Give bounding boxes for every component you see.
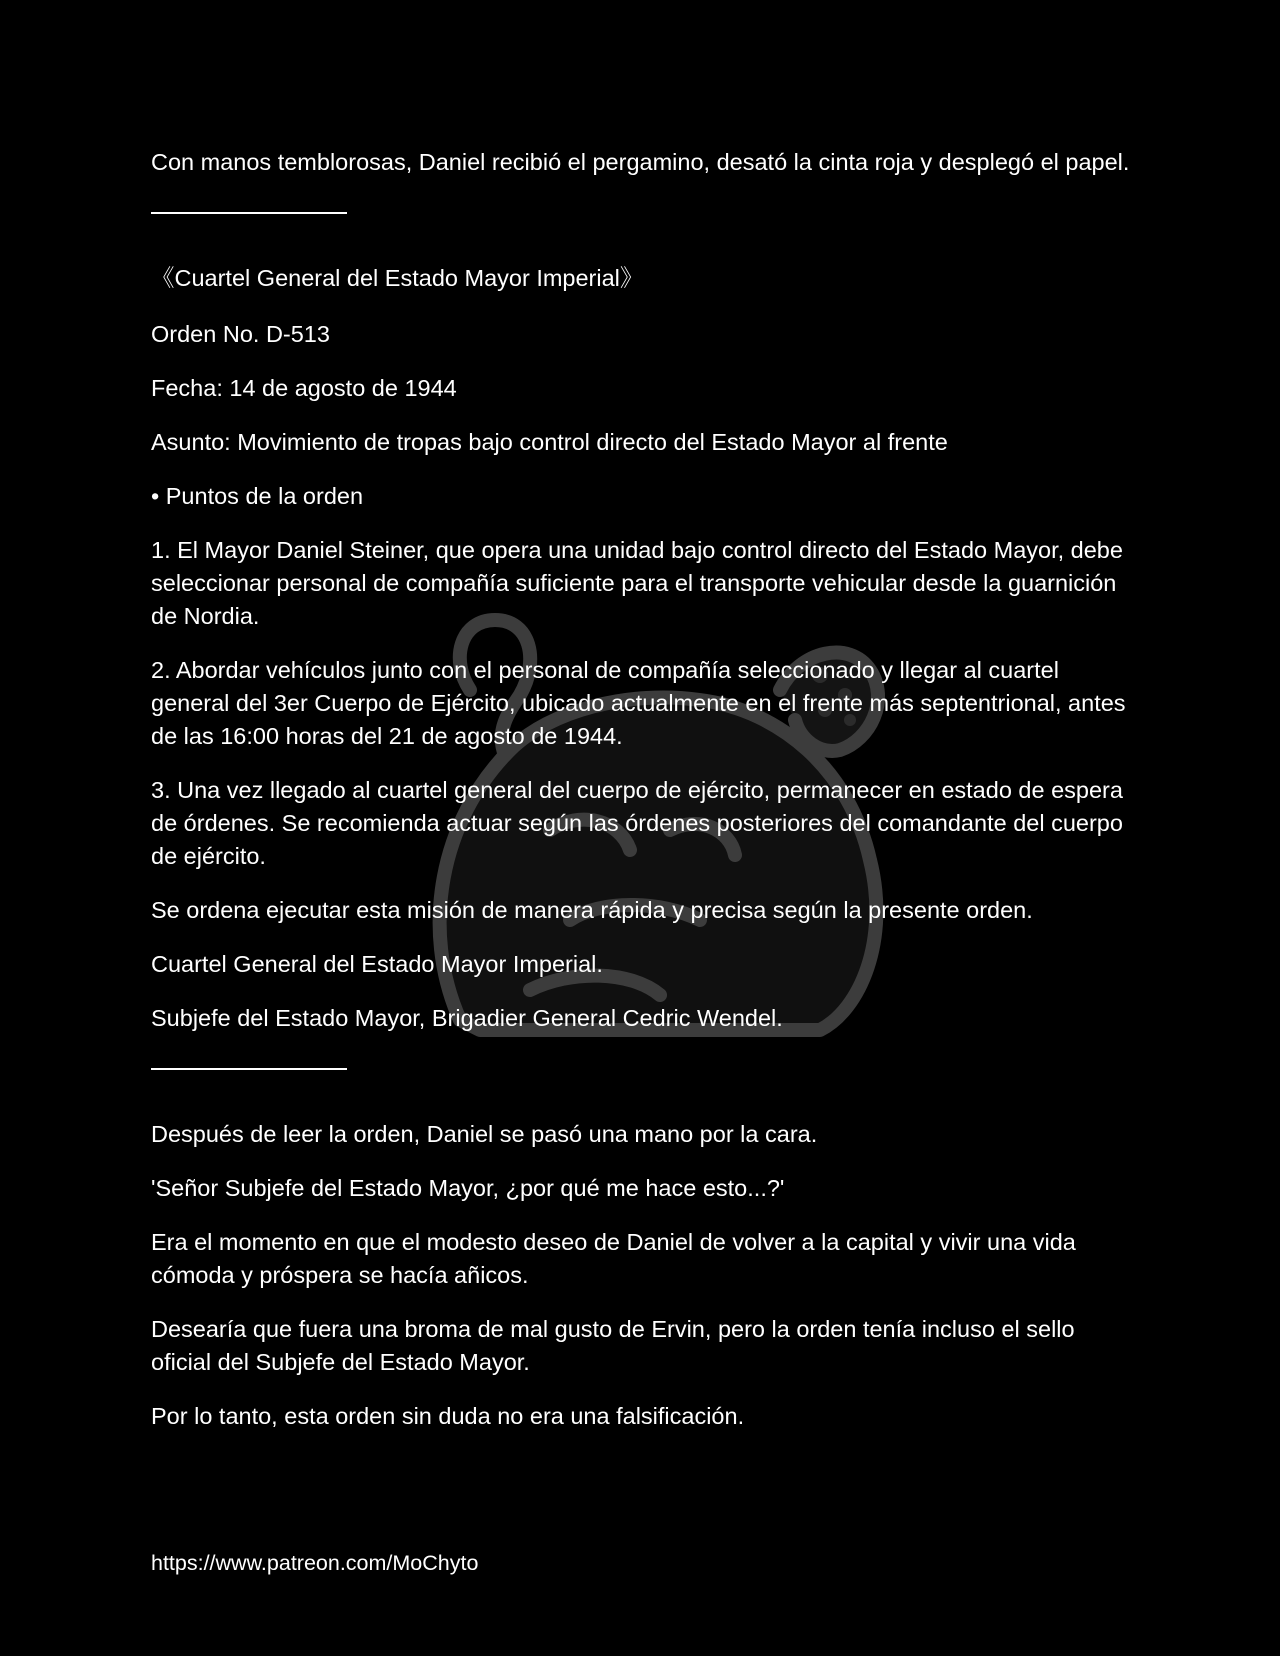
patreon-link[interactable]: https://www.patreon.com/MoChyto: [151, 1551, 479, 1575]
section-divider-top: [151, 212, 347, 214]
chapter-page: [151, 146, 1141, 1454]
order-point: 2. Abordar vehículos junto con el personal de compañía seleccionado y llegar al cuartel general del 3er Cuerpo de Ejército, ubicado actualmente en el frente más septentrional, antes de las 16:00 horas del 21 de agosto de 1944.: [151, 657, 1126, 749]
narrative-paragraph: 'Señor Subjefe del Estado Mayor, ¿por qué me hace esto...?': [151, 1175, 785, 1201]
narrative-paragraph: Por lo tanto, esta orden sin duda no era una falsificación.: [151, 1403, 745, 1429]
order-number: Orden No. D-513: [151, 321, 330, 347]
section-divider-bottom: [151, 1068, 347, 1070]
order-date: Fecha: 14 de agosto de 1944: [151, 375, 457, 401]
order-document: [151, 262, 1141, 1035]
order-header: 《Cuartel General del Estado Mayor Imperial》: [151, 265, 644, 291]
order-directive: Se ordena ejecutar esta misión de manera rápida y precisa según la presente orden.: [151, 897, 1033, 923]
narrative-paragraph: Desearía que fuera una broma de mal gusto de Ervin, pero la orden tenía incluso el sello oficial del Subjefe del Estado Mayor.: [151, 1316, 1075, 1375]
order-point: 1. El Mayor Daniel Steiner, que opera una unidad bajo control directo del Estado Mayor, debe seleccionar personal de compañía suficiente para el transporte vehicular desde la guarnición de Nordia.: [151, 537, 1123, 629]
order-subject: Asunto: Movimiento de tropas bajo control directo del Estado Mayor al frente: [151, 429, 948, 455]
order-signatory: Subjefe del Estado Mayor, Brigadier General Cedric Wendel.: [151, 1005, 783, 1031]
narrative-paragraph: Era el momento en que el modesto deseo de Daniel de volver a la capital y vivir una vida cómoda y próspera se hacía añicos.: [151, 1229, 1076, 1288]
order-issuer: Cuartel General del Estado Mayor Imperial.: [151, 951, 603, 977]
order-points-heading: • Puntos de la orden: [151, 483, 364, 509]
narrative-paragraph: Después de leer la orden, Daniel se pasó una mano por la cara.: [151, 1121, 818, 1147]
intro-paragraph: Con manos temblorosas, Daniel recibió el pergamino, desató la cinta roja y desplegó el papel.: [151, 149, 1130, 175]
order-point: 3. Una vez llegado al cuartel general del cuerpo de ejército, permanecer en estado de espera de órdenes. Se recomienda actuar según las órdenes posteriores del comandante del cuerpo de ejército.: [151, 777, 1123, 869]
